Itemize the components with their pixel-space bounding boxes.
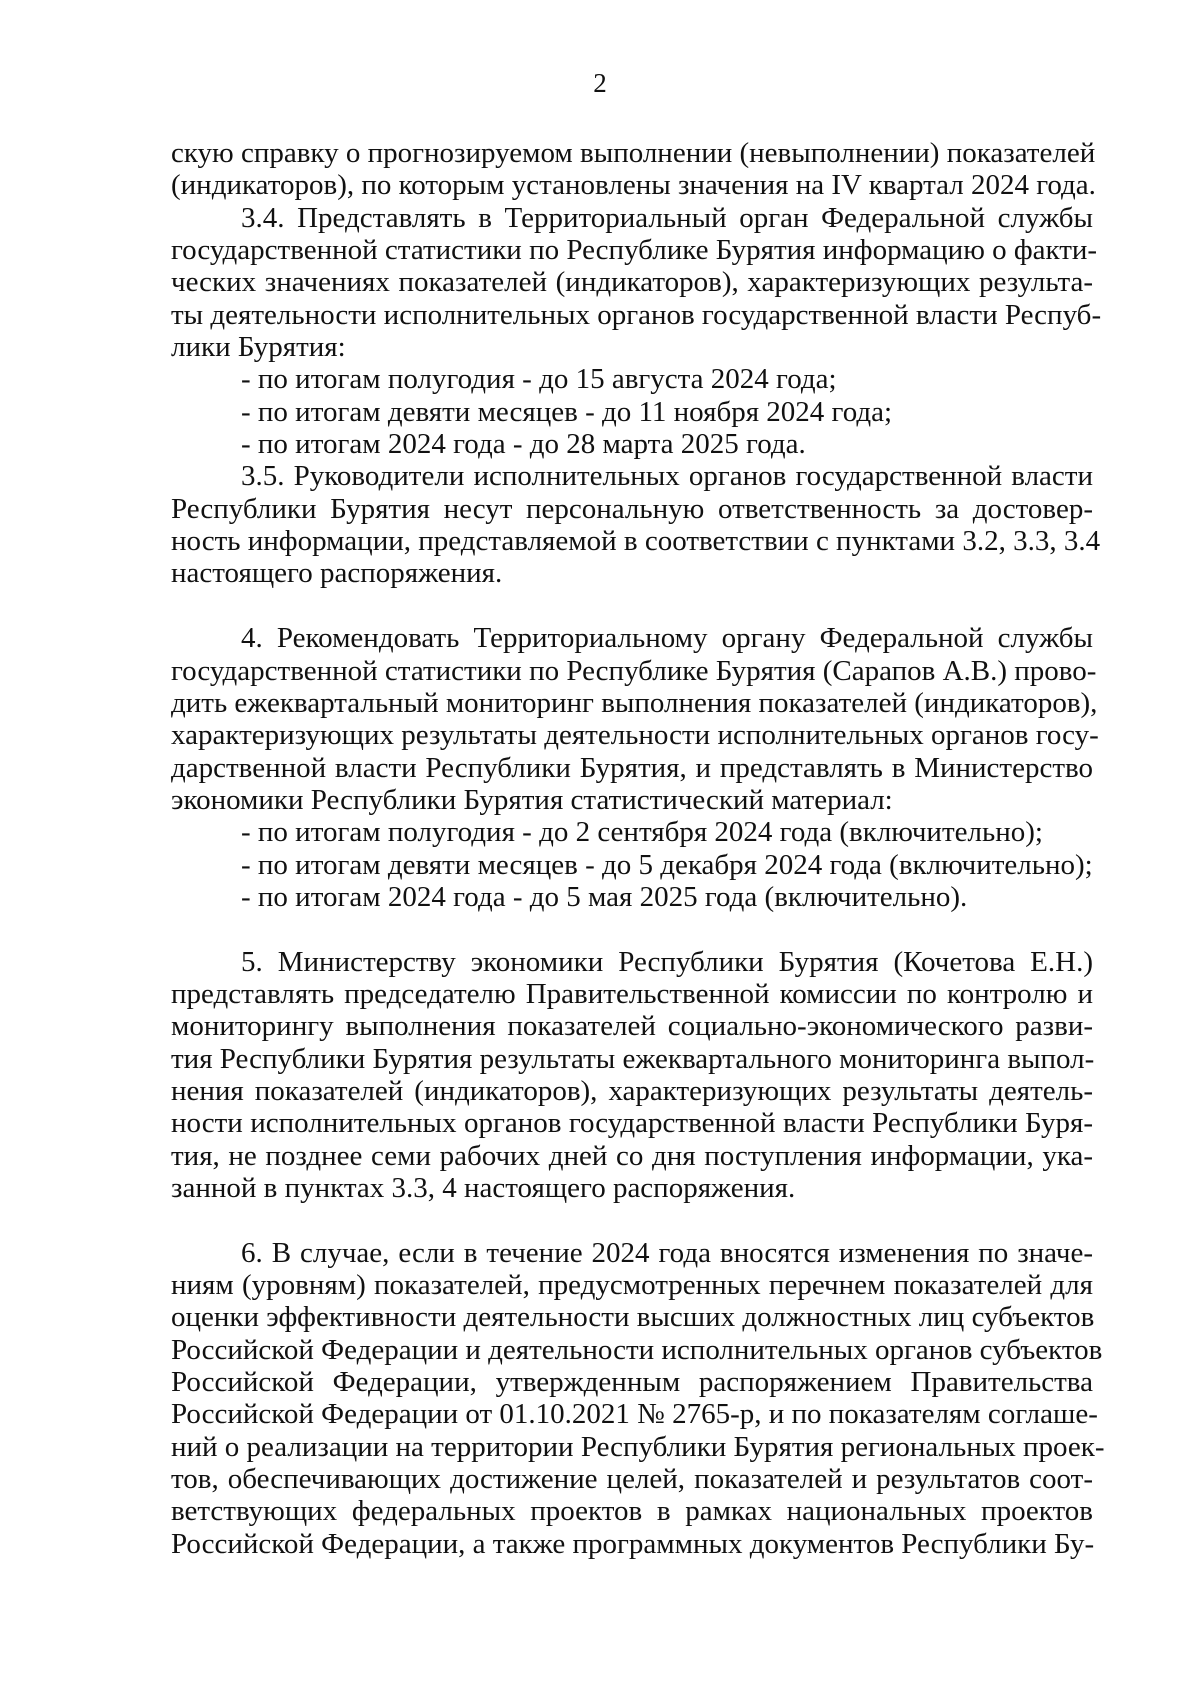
text-line: занной в пунктах 3.3, 4 настоящего распоряжения. [171, 1172, 796, 1204]
paragraph-gap [171, 913, 1093, 945]
text-line: характеризующих результаты деятельности исполнительных органов госу- [171, 719, 1099, 752]
text-line: тия Республики Бурятия результаты ежеквартального мониторинга выпол- [171, 1042, 1095, 1075]
text-line: государственной статистики по Республике Бурятия (Сарапов А.В.) прово- [171, 654, 1097, 687]
text-line: Российской Федерации и деятельности исполнительных органов субъектов [171, 1333, 1103, 1366]
text-line: (индикаторов), по которым установлены значения на IV квартал 2024 года. [171, 169, 1096, 202]
text-line: тия, не позднее семи рабочих дней со дня поступления информации, ука- [171, 1139, 1093, 1172]
text-line: ниям (уровням) показателей, предусмотренных перечнем показателей для [171, 1269, 1093, 1302]
text-line: - по итогам полугодия - до 2 сентября 2024 года (включительно); [241, 816, 1043, 849]
text-line: ности исполнительных органов государственной власти Республики Буря- [171, 1107, 1093, 1140]
text-line: - по итогам 2024 года - до 5 мая 2025 года (включительно). [241, 880, 968, 913]
text-line: дарственной власти Республики Бурятия, и представлять в Министерство [171, 751, 1093, 784]
text-line: тов, обеспечивающих достижение целей, показателей и результатов соот- [171, 1463, 1093, 1496]
text-line: мониторингу выполнения показателей социально-экономического разви- [171, 1010, 1093, 1043]
text-line: Российской Федерации, а также программных документов Республики Бу- [171, 1527, 1095, 1560]
text-line: 6. В случае, если в течение 2024 года вносятся изменения по значе- [241, 1236, 1093, 1269]
text-line: лики Бурятия: [171, 331, 346, 364]
text-line: 4. Рекомендовать Территориальному органу Федеральной службы [241, 622, 1093, 655]
paragraph-gap [171, 590, 1093, 622]
page-number: 2 [593, 68, 607, 98]
text-line: представлять председателю Правительственной комиссии по контролю и [171, 977, 1093, 1010]
text-line: настоящего распоряжения. [171, 557, 503, 590]
text-line: ность информации, представляемой в соответствии с пунктами 3.2, 3.3, 3.4 [171, 525, 1101, 558]
text-line: 3.4. Представлять в Территориальный орган Федеральной службы [241, 201, 1093, 234]
paragraph-gap [171, 1204, 1093, 1236]
text-line: Российской Федерации от 01.10.2021 № 2765-р, и по показателям соглаше- [171, 1398, 1098, 1431]
text-line: скую справку о прогнозируемом выполнении (невыполнении) показателей [171, 137, 1096, 169]
text-line: Российской Федерации, утвержденным распоряжением Правительства [171, 1366, 1093, 1399]
text-line: ветствующих федеральных проектов в рамках национальных проектов [171, 1495, 1093, 1528]
text-line: - по итогам девяти месяцев - до 5 декабря 2024 года (включительно); [241, 848, 1093, 881]
text-line: - по итогам 2024 года - до 28 марта 2025 года. [241, 428, 806, 461]
text-line: нения показателей (индикаторов), характеризующих результаты деятель- [171, 1074, 1093, 1107]
document-body [171, 137, 1105, 1560]
text-line: - по итогам девяти месяцев - до 11 ноября 2024 года; [241, 395, 893, 428]
text-line: 3.5. Руководители исполнительных органов государственной власти [241, 460, 1093, 493]
text-line: Республики Бурятия несут персональную ответственность за достовер- [171, 492, 1093, 525]
text-line: экономики Республики Бурятия статистический материал: [171, 783, 893, 816]
text-line: оценки эффективности деятельности высших должностных лиц субъектов [171, 1301, 1095, 1334]
text-line: государственной статистики по Республике Бурятия информацию о факти- [171, 234, 1098, 267]
text-line: - по итогам полугодия - до 15 августа 2024 года; [241, 363, 837, 396]
text-line: ты деятельности исполнительных органов государственной власти Респуб- [171, 298, 1102, 331]
text-line: 5. Министерству экономики Республики Бурятия (Кочетова Е.Н.) [241, 945, 1093, 978]
text-line: ческих значениях показателей (индикаторов), характеризующих результа- [171, 266, 1093, 299]
text-line: ний о реализации на территории Республики Бурятия региональных проек- [171, 1430, 1105, 1463]
text-line: дить ежеквартальный мониторинг выполнения показателей (индикаторов), [171, 686, 1098, 719]
